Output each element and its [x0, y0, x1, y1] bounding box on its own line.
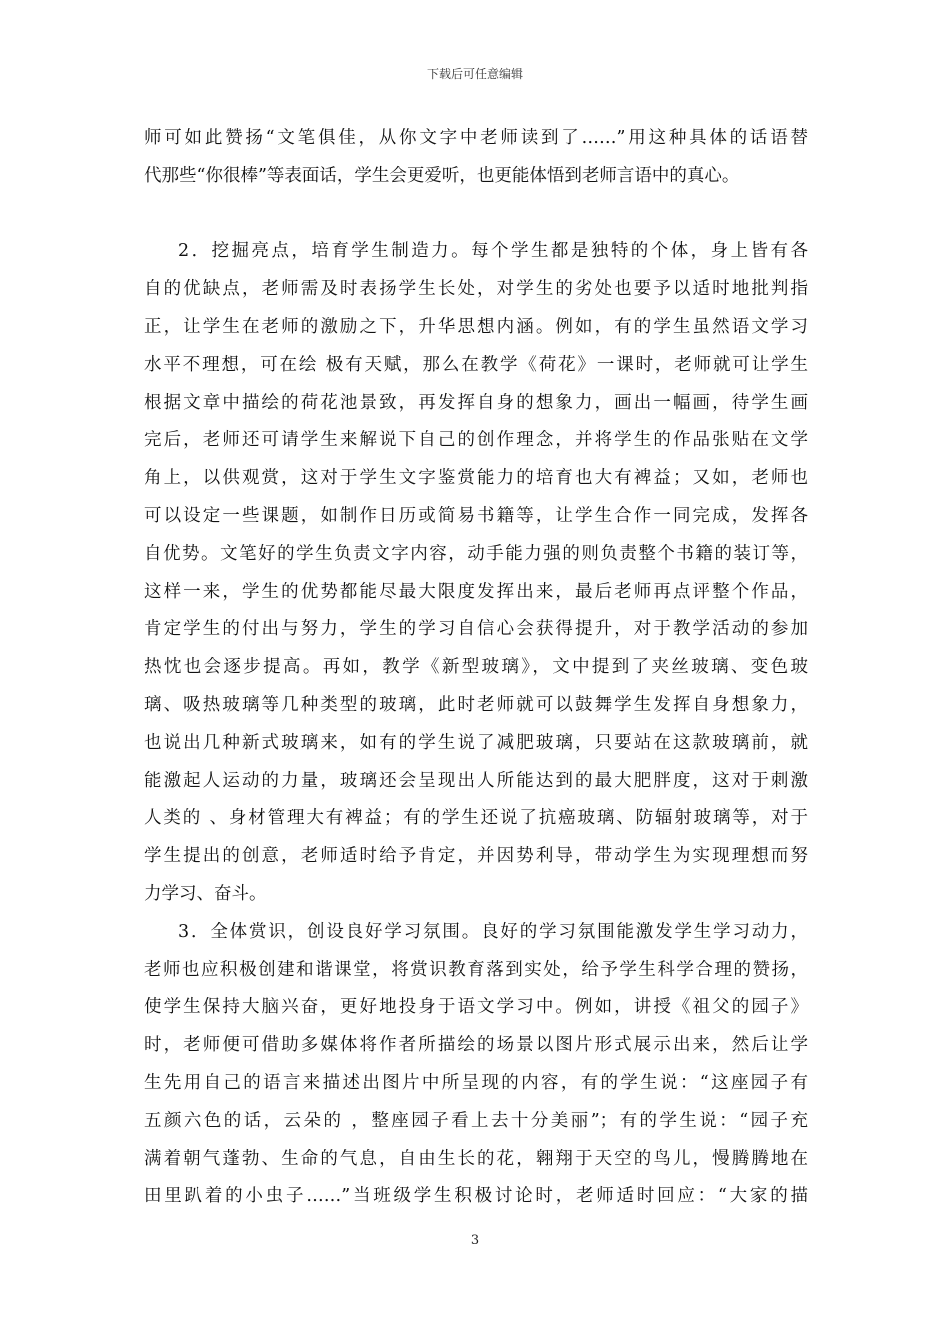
paragraph-line: 完后，老师还可请学生来解说下自己的创作理念，并将学生的作品张贴在文学	[144, 430, 808, 451]
paragraph-line: 这样一来，学生的优势都能尽最大限度发挥出来，最后老师再点评整个作品，	[144, 581, 808, 602]
paragraph-line: 自的优缺点，老师需及时表扬学生长处，对学生的劣处也要予以适时地批判指	[144, 279, 808, 300]
paragraph-line: 五颜六色的话，云朵的 ，整座园子看上去十分美丽”；有的学生说：“园子充	[144, 1110, 808, 1131]
paragraph-line: 生先用自己的语言来描述出图片中所呈现的内容，有的学生说：“这座园子有	[144, 1072, 808, 1093]
paragraph-line: 使学生保持大脑兴奋，更好地投身于语文学习中。例如，讲授《祖父的园子》	[144, 997, 808, 1018]
paragraph-line: 自优势。文笔好的学生负责文字内容，动手能力强的则负责整个书籍的装订等，	[144, 543, 808, 564]
paragraph-3	[144, 914, 808, 1216]
page-number: 3	[470, 1233, 480, 1248]
paragraph-line: 可以设定一些课题，如制作日历或简易书籍等，让学生合作一同完成，发挥各	[144, 505, 808, 526]
paragraph-line: 根据文章中描绘的荷花池景致，再发挥自身的想象力，画出一幅画，待学生画	[144, 392, 808, 413]
paragraph-line: 2．挖掘亮点，培育学生制造力。每个学生都是独特的个体，身上皆有各	[178, 241, 808, 262]
paragraph-line: 也说出几种新式玻璃来，如有的学生说了减肥玻璃，只要站在这款玻璃前，就	[144, 732, 808, 753]
paragraph-1	[144, 120, 808, 196]
paragraph-line: 能激起人运动的力量，玻璃还会呈现出人所能达到的最大肥胖度，这对于刺激	[144, 770, 808, 791]
paragraph-line: 3．全体赏识，创设良好学习氛围。良好的学习氛围能激发学生学习动力，	[178, 921, 808, 942]
paragraph-line: 角上，以供观赏，这对于学生文字鉴赏能力的培育也大有裨益；又如，老师也	[144, 468, 808, 489]
paragraph-line: 璃、吸热玻璃等几种类型的玻璃，此时老师就可以鼓舞学生发挥自身想象力，	[144, 694, 808, 715]
paragraph-line: 时，老师便可借助多媒体将作者所描绘的场景以图片形式展示出来，然后让学	[144, 1035, 808, 1056]
paragraph-line: 人类的 、身材管理大有裨益；有的学生还说了抗癌玻璃、防辐射玻璃等，对于	[144, 808, 808, 829]
page-header: 下载后可任意编辑	[426, 67, 523, 81]
paragraph-line: 老师也应积极创建和谐课堂，将赏识教育落到实处，给予学生科学合理的赞扬，	[144, 959, 808, 980]
paragraph-line: 正，让学生在老师的激励之下，升华思想内涵。例如，有的学生虽然语文学习	[144, 316, 808, 337]
paragraph-line: 满着朝气蓬勃、生命的气息，自由生长的花，翱翔于天空的鸟儿，慢腾腾地在	[144, 1148, 808, 1169]
paragraph-2	[144, 233, 808, 913]
paragraph-line: 田里趴着的小虫子……”当班级学生积极讨论时，老师适时回应：“大家的描	[144, 1186, 808, 1207]
paragraph-line: 热忱也会逐步提高。再如，教学《新型玻璃》，文中提到了夹丝玻璃、变色玻	[144, 657, 808, 678]
paragraph-line: 学生提出的创意，老师适时给予肯定，并因势利导，带动学生为实现理想而努	[144, 846, 808, 867]
paragraph-line: 代那些“你很棒”等表面话，学生会更爱听，也更能体悟到老师言语中的真心。	[144, 165, 740, 186]
document-body	[144, 120, 808, 1216]
paragraph-line: 肯定学生的付出与努力，学生的学习自信心会获得提升，对于教学活动的参加	[144, 619, 808, 640]
paragraph-spacer	[144, 196, 808, 234]
paragraph-line: 水平不理想，可在绘 极有天赋，那么在教学《荷花》一课时，老师就可让学生	[144, 354, 808, 375]
paragraph-line: 力学习、奋斗。	[144, 883, 267, 904]
paragraph-line: 师可如此赞扬“文笔俱佳，从你文字中老师读到了……”用这种具体的话语替	[144, 128, 808, 148]
